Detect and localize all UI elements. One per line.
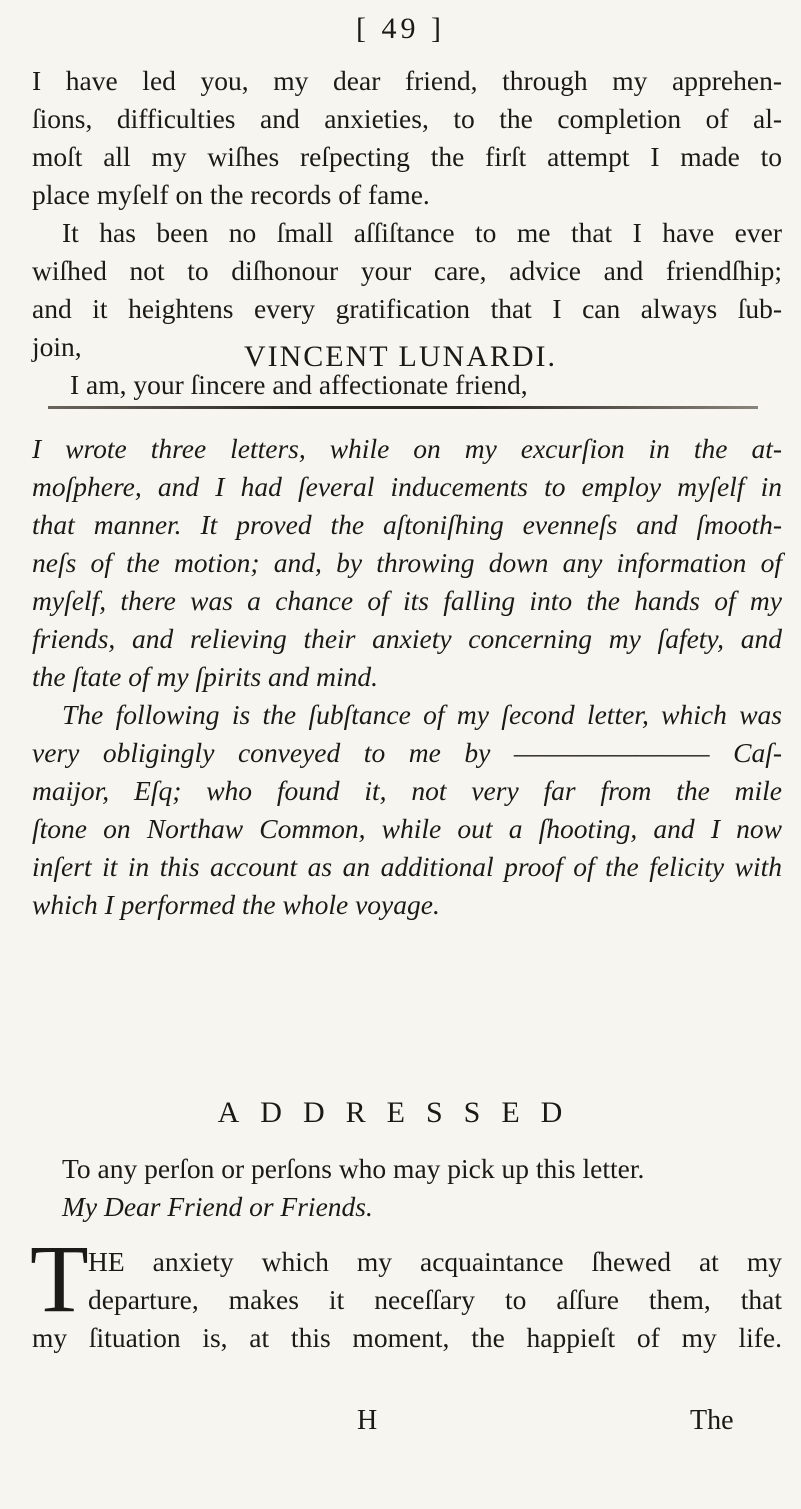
- text-line: departure, makes it neceſſary to aſſure them, that: [88, 1284, 782, 1315]
- italic-paragraph: [32, 430, 782, 924]
- text-line: the ſtate of my ſpirits and mind.: [32, 661, 379, 692]
- signature: VINCENT LUNARDI.: [243, 340, 558, 373]
- drop-cap: T: [30, 1225, 89, 1332]
- address-line: To any perſon or perſons who may pick up this letter.: [62, 1153, 645, 1184]
- section-heading: ADDRESSED: [217, 1096, 584, 1129]
- text-line: inſert it in this account as an additional proof of the felicity with: [32, 851, 782, 882]
- text-line: place myſelf on the records of fame.: [32, 179, 430, 210]
- text-line: I wrote three letters, while on my excurſion in the at-: [32, 433, 782, 464]
- text-line: ſions, difficulties and anxieties, to the completion of al-: [32, 103, 782, 134]
- text-line: moſt all my wiſhes reſpecting the firſt attempt I made to: [32, 141, 782, 172]
- catchword: The: [690, 1405, 734, 1436]
- text-line: my ſituation is, at this moment, the happieſt of my life.: [32, 1322, 782, 1353]
- text-line: maijor, Eſq; who found it, not very far from the mile: [32, 775, 782, 806]
- text-line: wiſhed not to diſhonour your care, advice and friendſhip;: [32, 255, 782, 286]
- text-line: join,: [32, 331, 82, 362]
- text-line: The following is the ſubſtance of my ſecond letter, which was: [62, 699, 782, 730]
- text-line: very obligingly conveyed to me by ———————— Caſ-: [32, 737, 782, 768]
- text-line: myſelf, there was a chance of its falling into the hands of my: [32, 585, 782, 616]
- text-line: ſtone on Northaw Common, while out a ſhooting, and I now: [32, 813, 782, 844]
- text-line: neſs of the motion; and, by throwing down any information of: [32, 547, 782, 578]
- text-line: moſphere, and I had ſeveral inducements to employ myſelf in: [32, 471, 782, 502]
- text-line: HE anxiety which my acquaintance ſhewed at my: [88, 1246, 782, 1277]
- address-block: [32, 1150, 782, 1226]
- text-line: I have led you, my dear friend, through my apprehen-: [32, 65, 782, 96]
- salutation: My Dear Friend or Friends.: [62, 1191, 373, 1222]
- text-line: It has been no ſmall aſſiſtance to me that I have ever: [62, 217, 782, 248]
- text-line: friends, and relieving their anxiety concerning my ſafety, and: [32, 623, 782, 654]
- page-number: [ 49 ]: [356, 12, 445, 45]
- signature-mark: H: [357, 1405, 378, 1436]
- body-start: [32, 1243, 782, 1357]
- closing-line: I am, your ſincere and affectionate friend,: [70, 369, 528, 400]
- divider-rule: [48, 406, 758, 409]
- text-line: which I performed the whole voyage.: [32, 889, 440, 920]
- text-line: that manner. It proved the aſtoniſhing evenneſs and ſmooth-: [32, 509, 782, 540]
- text-line: and it heightens every gratification that I can always ſub-: [32, 293, 782, 324]
